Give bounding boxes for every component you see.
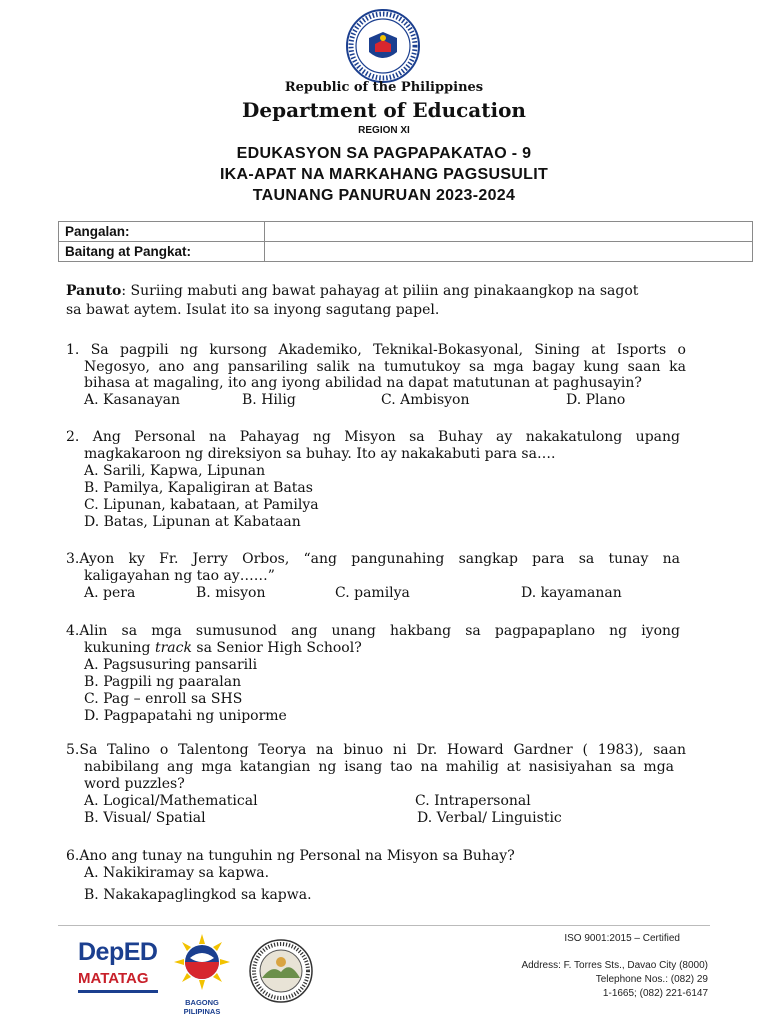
instructions-line-1: Panuto: Suriing mabuti ang bawat pahayag at piliin ang pinakaangkop na sagot	[66, 283, 639, 299]
question-3-choice-b: B. misyon	[196, 585, 266, 601]
exam-quarter-title: IKA-APAT NA MARKAHANG PAGSUSULIT	[219, 166, 549, 183]
question-2-choice-a: A. Sarili, Kapwa, Lipunan	[84, 463, 266, 479]
question-5-choice-c: C. Intrapersonal	[415, 793, 531, 809]
region-seal-logo	[248, 938, 314, 1004]
name-label: Pangalan:	[59, 222, 265, 242]
matatag-wordmark: MATATAG	[78, 970, 149, 987]
question-6-choice-a: A. Nakikiramay sa kapwa.	[84, 865, 270, 881]
question-4-line-1: 4.Alin sa mga sumusunod ang unang hakbang sa pagpapaplano ng iyong	[66, 623, 680, 639]
matatag-underline	[78, 990, 158, 993]
grade-section-label: Baitang at Pangkat:	[59, 242, 265, 262]
footer-divider	[58, 925, 710, 926]
name-field[interactable]	[265, 222, 753, 242]
republic-heading: Republic of the Philippines	[284, 80, 484, 95]
grade-section-field[interactable]	[265, 242, 753, 262]
question-5-line-1: 5.Sa Talino o Talentong Teorya na binuo ni Dr. Howard Gardner ( 1983), saan	[66, 742, 686, 758]
question-3-line-1: 3.Ayon ky Fr. Jerry Orbos, “ang pangunahing sangkap para sa tunay na	[66, 551, 680, 567]
question-4-choice-b: B. Pagpili ng paaralan	[84, 674, 242, 690]
question-2-line-2: magkakaroon ng direksiyon sa buhay. Ito ay nakakabuti para sa….	[84, 446, 556, 462]
school-year-title: TAUNANG PANURUAN 2023-2024	[252, 187, 516, 204]
bagong-pilipinas-logo	[166, 932, 238, 1016]
question-3-choice-a: A. pera	[84, 585, 136, 601]
department-heading: Department of Education	[242, 98, 526, 122]
region-label: REGION XI	[358, 125, 410, 136]
question-1-choice-b: B. Hilig	[242, 392, 296, 408]
footer-address: Address: F. Torres Sts., Davao City (8000)	[521, 960, 708, 971]
student-info-table	[58, 221, 753, 262]
bagong-pilipinas-text: BAGONG PILIPINAS	[183, 998, 221, 1016]
question-2-choice-b: B. Pamilya, Kapaligiran at Batas	[84, 480, 313, 496]
question-6-line-1: 6.Ano ang tunay na tunguhin ng Personal na Misyon sa Buhay?	[66, 848, 515, 864]
deped-matatag-logo	[78, 938, 166, 1000]
question-4-choice-a: A. Pagsusuring pansarili	[84, 657, 258, 673]
question-1-choice-d: D. Plano	[566, 392, 626, 408]
deped-wordmark: DepED	[78, 938, 158, 966]
question-3-line-2: kaligayahan ng tao ay……”	[84, 568, 275, 584]
question-6-choice-b: B. Nakakapaglingkod sa kapwa.	[84, 887, 312, 903]
instructions-line-2: sa bawat aytem. Isulat ito sa inyong sagutang papel.	[66, 302, 440, 318]
question-2-choice-c: C. Lipunan, kabataan, at Pamilya	[84, 497, 319, 513]
question-4-choice-c: C. Pag – enroll sa SHS	[84, 691, 243, 707]
question-5-line-2: nabibilang ang mga katangian ng isang tao na mahilig at nasisiyahan sa mga	[84, 759, 674, 775]
question-5-line-3: word puzzles?	[84, 776, 185, 792]
exam-subject-title: EDUKASYON SA PAGPAPAKATAO - 9	[236, 145, 532, 162]
question-4-choice-d: D. Pagpapatahi ng uniporme	[84, 708, 287, 724]
question-1-choice-a: A. Kasanayan	[84, 392, 180, 408]
footer-telephone-1: Telephone Nos.: (082) 29	[595, 974, 708, 985]
question-4-line-2: kukuning track sa Senior High School?	[84, 640, 362, 656]
question-5-choice-a: A. Logical/Mathematical	[84, 793, 258, 809]
iso-certification: ISO 9001:2015 – Certified	[564, 933, 680, 944]
bagong-pilipinas-emblem	[166, 932, 238, 992]
question-1-line-3: bihasa at magaling, ito ang iyong abilidad na dapat matutunan at paghusayin?	[84, 375, 642, 391]
question-2-line-1: 2. Ang Personal na Pahayag ng Misyon sa Buhay ay nakakatulong upang	[66, 429, 680, 445]
question-1-choice-c: C. Ambisyon	[381, 392, 470, 408]
deped-seal-logo	[345, 8, 421, 84]
question-3-choice-d: D. kayamanan	[521, 585, 622, 601]
question-5-choice-d: D. Verbal/ Linguistic	[417, 810, 562, 826]
instructions-label: Panuto	[66, 283, 122, 299]
question-3-choice-c: C. pamilya	[335, 585, 410, 601]
question-5-choice-b: B. Visual/ Spatial	[84, 810, 206, 826]
question-1-line-2: Negosyo, ano ang pansariling salik na tumutukoy sa mga bagay kung saan ka	[84, 359, 686, 375]
question-1-line-1: 1. Sa pagpili ng kursong Akademiko, Teknikal-Bokasyonal, Sining at Isports o	[66, 342, 686, 358]
footer-telephone-2: 1-1665; (082) 221-6147	[602, 988, 708, 999]
question-2-choice-d: D. Batas, Lipunan at Kabataan	[84, 514, 301, 530]
